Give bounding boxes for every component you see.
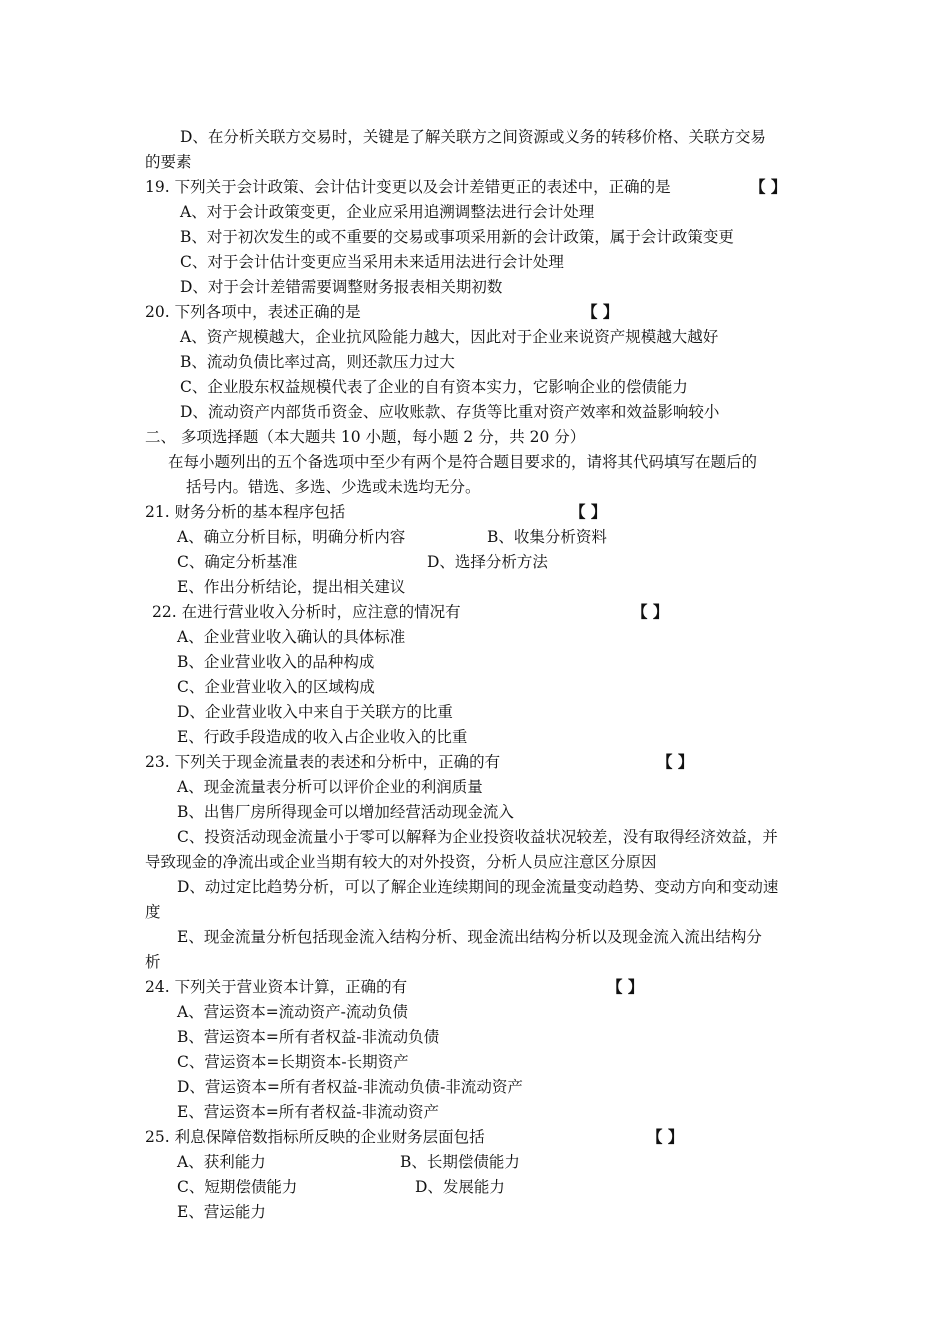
q22-option-b: B、企业营业收入的品种构成 bbox=[177, 653, 375, 671]
q24-option-a: A、营运资本=流动资产-流动负债 bbox=[177, 1003, 408, 1021]
q19-answer-bracket[interactable]: 【 】 bbox=[750, 177, 787, 196]
q25-stem: 25. 利息保障倍数指标所反映的企业财务层面包括 bbox=[145, 1128, 485, 1146]
q24-option-d: D、营运资本=所有者权益-非流动负债-非流动资产 bbox=[177, 1078, 523, 1096]
q19-option-b: B、对于初次发生的或不重要的交易或事项采用新的会计政策，属于会计政策变更 bbox=[180, 228, 734, 246]
q21-option-a: A、确立分析目标，明确分析内容 bbox=[177, 528, 406, 546]
q25-option-e: E、营运能力 bbox=[177, 1203, 266, 1221]
q21-option-b: B、收集分析资料 bbox=[487, 528, 607, 546]
q22-option-a: A、企业营业收入确认的具体标准 bbox=[177, 628, 406, 646]
q23-option-c-line1: C、投资活动现金流量小于零可以解释为企业投资收益状况较差，没有取得经济效益，并 bbox=[177, 828, 778, 846]
q22-option-d: D、企业营业收入中来自于关联方的比重 bbox=[177, 703, 453, 721]
q24-option-c: C、营运资本=长期资本-长期资产 bbox=[177, 1053, 409, 1071]
q23-option-e-line2: 析 bbox=[145, 953, 161, 971]
q25-option-d: D、发展能力 bbox=[415, 1178, 505, 1196]
q19-option-a: A、对于会计政策变更，企业应采用追溯调整法进行会计处理 bbox=[180, 203, 595, 221]
section2-instructions-line2: 括号内。错选、多选、少选或未选均无分。 bbox=[186, 478, 481, 496]
q21-option-d: D、选择分析方法 bbox=[427, 553, 548, 571]
q20-option-b: B、流动负债比率过高，则还款压力过大 bbox=[180, 353, 455, 371]
section2-instructions-line1: 在每小题列出的五个备选项中至少有两个是符合题目要求的，请将其代码填写在题后的 bbox=[168, 453, 758, 471]
q19-option-c: C、对于会计估计变更应当采用未来适用法进行会计处理 bbox=[180, 253, 564, 271]
q23-stem: 23. 下列关于现金流量表的表述和分析中，正确的有 bbox=[145, 753, 501, 771]
q23-answer-bracket[interactable]: 【 】 bbox=[657, 752, 694, 771]
q24-option-e: E、营运资本=所有者权益-非流动资产 bbox=[177, 1103, 440, 1121]
q21-option-c: C、确定分析基准 bbox=[177, 553, 298, 571]
q22-option-c: C、企业营业收入的区域构成 bbox=[177, 678, 375, 696]
q24-option-b: B、营运资本=所有者权益-非流动负债 bbox=[177, 1028, 440, 1046]
q22-option-e: E、行政手段造成的收入占企业收入的比重 bbox=[177, 728, 468, 746]
q25-option-b: B、长期偿债能力 bbox=[400, 1153, 520, 1171]
section2-title: 二、 多项选择题（本大题共 10 小题，每小题 2 分，共 20 分） bbox=[145, 428, 586, 446]
q24-answer-bracket[interactable]: 【 】 bbox=[607, 977, 644, 996]
q24-stem: 24. 下列关于营业资本计算，正确的有 bbox=[145, 978, 408, 996]
q23-option-d-line2: 度 bbox=[145, 903, 161, 921]
q21-option-e: E、作出分析结论，提出相关建议 bbox=[177, 578, 406, 596]
q23-option-b: B、出售厂房所得现金可以增加经营活动现金流入 bbox=[177, 803, 514, 821]
q19-option-d: D、对于会计差错需要调整财务报表相关期初数 bbox=[180, 278, 503, 296]
q21-answer-bracket[interactable]: 【 】 bbox=[570, 502, 607, 521]
q25-option-c: C、短期偿债能力 bbox=[177, 1178, 298, 1196]
q20-answer-bracket[interactable]: 【 】 bbox=[582, 302, 619, 321]
q20-stem: 20. 下列各项中，表述正确的是 bbox=[145, 303, 361, 321]
q21-stem: 21. 财务分析的基本程序包括 bbox=[145, 503, 346, 521]
q22-answer-bracket[interactable]: 【 】 bbox=[632, 602, 669, 621]
q23-option-c-line2: 导致现金的净流出或企业当期有较大的对外投资，分析人员应注意区分原因 bbox=[145, 853, 657, 871]
q23-option-e-line1: E、现金流量分析包括现金流入结构分析、现金流出结构分析以及现金流入流出结构分 bbox=[177, 928, 762, 946]
q23-option-a: A、现金流量表分析可以评价企业的利润质量 bbox=[177, 778, 483, 796]
q18-option-d-line1: D、在分析关联方交易时，关键是了解关联方之间资源或义务的转移价格、关联方交易 bbox=[180, 128, 766, 146]
q20-option-d: D、流动资产内部货币资金、应收账款、存货等比重对资产效率和效益影响较小 bbox=[180, 403, 720, 421]
q20-option-c: C、企业股东权益规模代表了企业的自有资本实力，它影响企业的偿债能力 bbox=[180, 378, 688, 396]
q25-option-a: A、获利能力 bbox=[177, 1153, 266, 1171]
q20-option-a: A、资产规模越大，企业抗风险能力越大，因此对于企业来说资产规模越大越好 bbox=[180, 328, 719, 346]
q25-answer-bracket[interactable]: 【 】 bbox=[647, 1127, 684, 1146]
q18-option-d-line2: 的要素 bbox=[145, 153, 192, 171]
q22-stem: 22. 在进行营业收入分析时，应注意的情况有 bbox=[152, 603, 461, 621]
q19-stem: 19. 下列关于会计政策、会计估计变更以及会计差错更正的表述中，正确的是 bbox=[145, 178, 671, 196]
q23-option-d-line1: D、动过定比趋势分析，可以了解企业连续期间的现金流量变动趋势、变动方向和变动速 bbox=[177, 878, 779, 896]
